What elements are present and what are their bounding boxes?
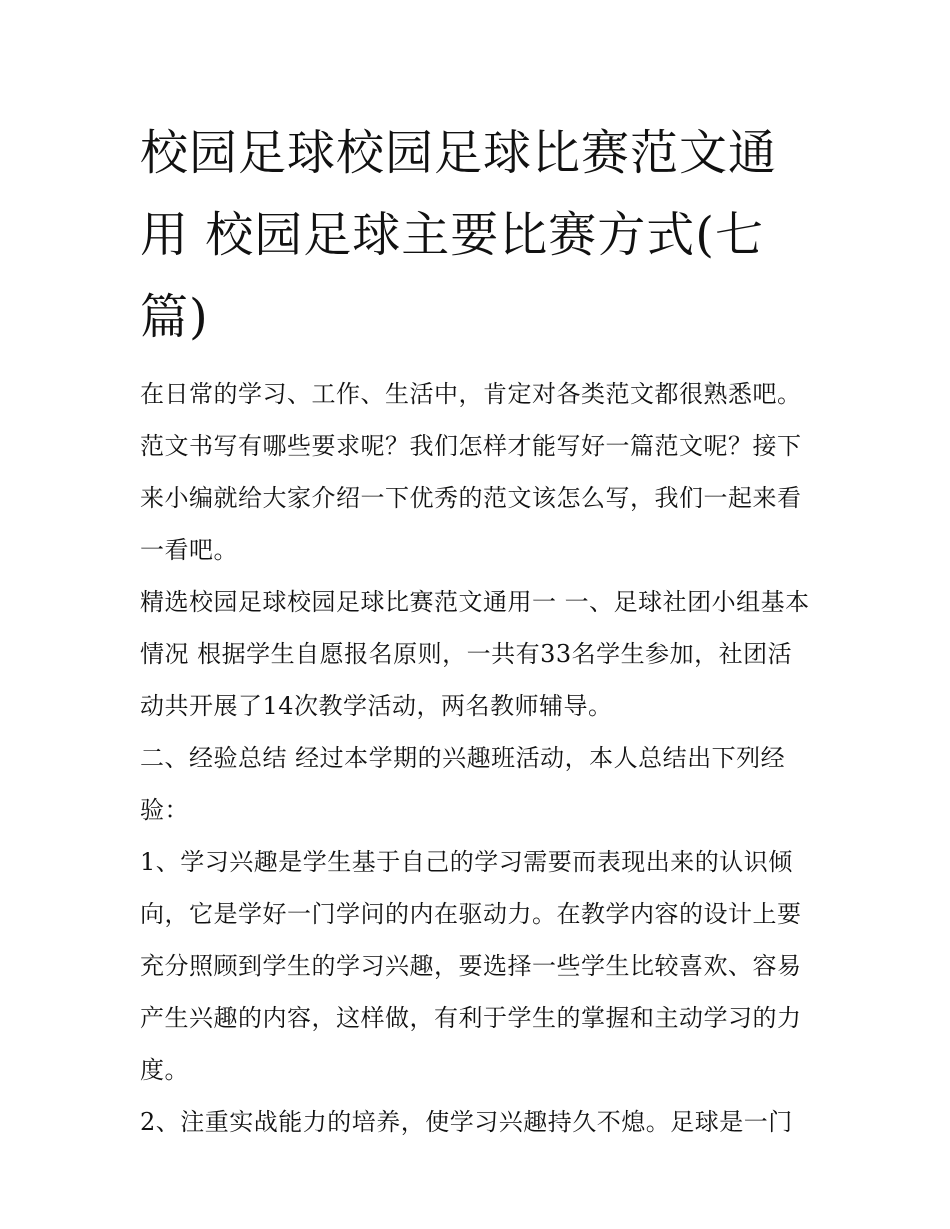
paragraph-point-2: 2、注重实战能力的培养，使学习兴趣持久不熄。足球是一门 [140, 1108, 793, 1136]
paragraph-club-info: 精选校园足球校园足球比赛范文通用一 一、足球社团小组基本情况 根据学生自愿报名原则，一共有33名学生参加，社团活动共开展了14次教学活动，两名教师辅导。 [140, 588, 810, 720]
paragraph-intro: 在日常的学习、工作、生活中，肯定对各类范文都很熟悉吧。范文书写有哪些要求呢？我们怎样才能写好一篇范文呢？接下来小编就给大家介绍一下优秀的范文该怎么写，我们一起来看一看吧。 [140, 380, 802, 564]
paragraph-point-1: 1、学习兴趣是学生基于自己的学习需要而表现出来的认识倾向，它是学好一门学问的内在驱动力。在教学内容的设计上要充分照顾到学生的学习兴趣，要选择一些学生比较喜欢、容易产生兴趣的内容，这样做，有利于学生的掌握和主动学习的力度。 [140, 848, 802, 1084]
paragraph-summary-heading: 二、经验总结 经过本学期的兴趣班活动，本人总结出下列经验： [140, 744, 786, 824]
document-page [140, 112, 815, 1148]
document-title: 校园足球校园足球比赛范文通用 校园足球主要比赛方式(七篇) [140, 125, 778, 345]
